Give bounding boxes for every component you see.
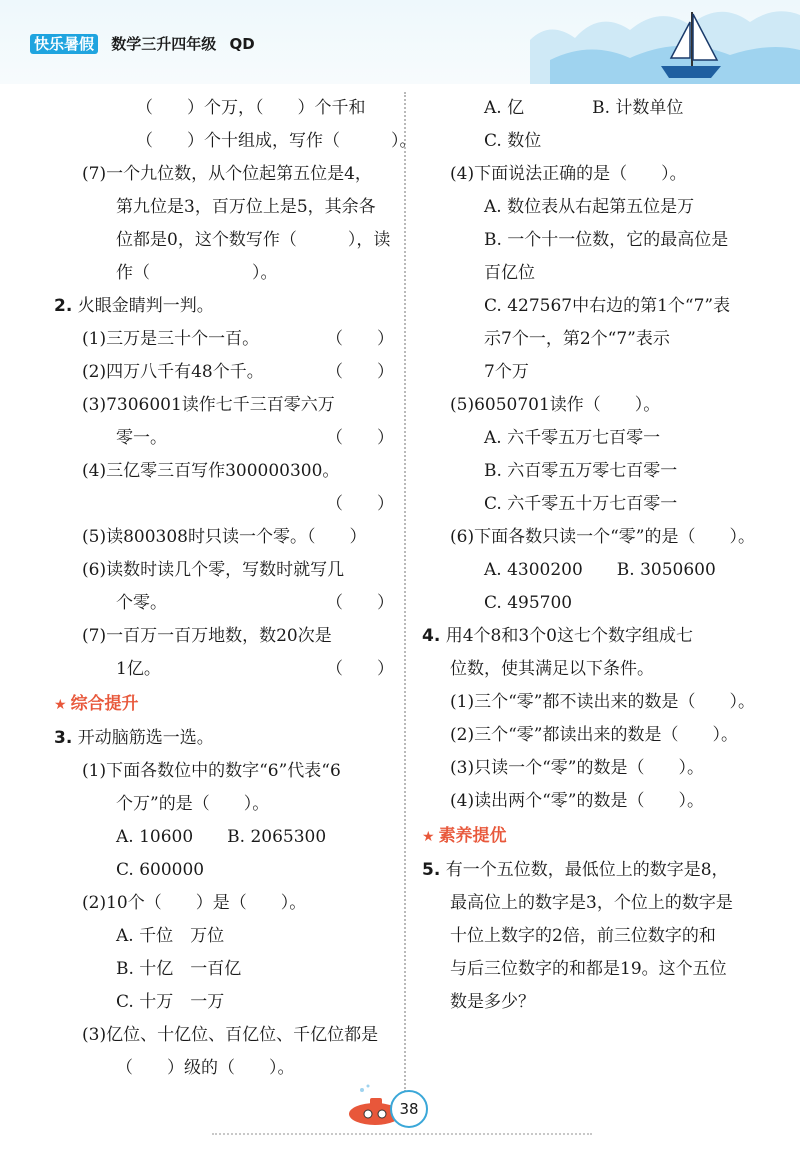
question-number: 3. bbox=[54, 728, 73, 748]
choice-options: B. 十亿 一百亿 bbox=[116, 959, 242, 979]
question-title: 火眼金睛判一判。 bbox=[77, 296, 214, 316]
question-number: 4. bbox=[422, 626, 441, 646]
choice-stem: (1)下面各数位中的数字“6”代表“6 bbox=[82, 761, 341, 781]
choice-stem: (5)6050701读作（ ）。 bbox=[450, 395, 661, 415]
choice-options: C. 427567中右边的第1个“7”表 bbox=[484, 296, 731, 316]
answer-bracket[interactable]: （ ） bbox=[326, 659, 394, 679]
question-line: 位数，使其满足以下条件。 bbox=[450, 659, 654, 679]
choice-options: A. 千位 万位 bbox=[116, 926, 225, 946]
judge-text: 零一。 bbox=[116, 428, 167, 448]
question-title: 开动脑筋选一选。 bbox=[77, 728, 214, 748]
course-title: 数学三升四年级 bbox=[111, 35, 217, 53]
question-line: 数是多少？ bbox=[450, 992, 535, 1012]
section-heading bbox=[54, 686, 400, 722]
fill-item: (2)三个“零”都读出来的数是（ ）。 bbox=[450, 725, 738, 745]
judge-item bbox=[54, 653, 400, 686]
choice-options: A. 4300200 B. 3050600 bbox=[484, 560, 716, 580]
brand-badge: 快乐暑假 bbox=[30, 34, 98, 54]
judge-item: (5)读800308时只读一个零。（ ） bbox=[82, 527, 367, 547]
star-icon: ★ bbox=[422, 829, 435, 845]
choice-options: 7个万 bbox=[484, 362, 529, 382]
section-title: 素养提优 bbox=[438, 826, 507, 846]
question-line: 位都是0，这个数写作（ ），读 bbox=[116, 230, 391, 250]
choice-options: 百亿位 bbox=[484, 263, 535, 283]
choice-options: 示7个一，第2个“7”表示 bbox=[484, 329, 670, 349]
judge-text: (2)四万八千有48个千。 bbox=[82, 362, 264, 382]
sailboat-icon bbox=[655, 8, 725, 84]
choice-options: C. 十万 一万 bbox=[116, 992, 225, 1012]
judge-text: 1亿。 bbox=[116, 659, 161, 679]
choice-options: C. 495700 bbox=[484, 593, 573, 613]
header-label bbox=[30, 33, 255, 54]
question-line: （ ）个十组成，写作（ ）。 bbox=[136, 131, 417, 151]
choice-stem: (3)亿位、十亿位、百亿位、千亿位都是 bbox=[82, 1025, 379, 1045]
choice-options: B. 六百零五万零七百零一 bbox=[484, 461, 678, 481]
question-4-heading bbox=[422, 620, 768, 653]
judge-item bbox=[54, 587, 400, 620]
choice-options: C. 600000 bbox=[116, 860, 205, 880]
answer-bracket[interactable]: （ ） bbox=[326, 593, 394, 613]
choice-options: A. 10600 B. 2065300 bbox=[116, 827, 327, 847]
edition-label: QD bbox=[229, 35, 255, 53]
left-column bbox=[54, 92, 417, 1085]
section-title: 综合提升 bbox=[70, 694, 139, 714]
answer-bracket[interactable]: （ ） bbox=[326, 428, 394, 448]
answer-bracket[interactable]: （ ） bbox=[326, 329, 394, 349]
question-line: (7)一个九位数，从个位起第五位是4， bbox=[82, 164, 372, 184]
choice-options: A. 六千零五万七百零一 bbox=[484, 428, 661, 448]
judge-item bbox=[54, 488, 400, 521]
footer-divider bbox=[212, 1133, 592, 1135]
choice-options: B. 一个十一位数，它的最高位是 bbox=[484, 230, 729, 250]
judge-text: (1)三万是三十个一百。 bbox=[82, 329, 260, 349]
right-column bbox=[422, 92, 768, 1019]
question-title: 用4个8和3个0这七个数字组成七 bbox=[445, 626, 693, 646]
choice-stem: (2)10个（ ）是（ ）。 bbox=[82, 893, 307, 913]
judge-item: (6)读数时读几个零，写数时就写几 bbox=[82, 560, 345, 580]
choice-options: A. 数位表从右起第五位是万 bbox=[484, 197, 695, 217]
question-3-heading bbox=[54, 722, 400, 755]
judge-item bbox=[54, 422, 400, 455]
page-number: 38 bbox=[390, 1090, 428, 1128]
answer-bracket[interactable]: （ ） bbox=[326, 494, 394, 514]
question-line: 作（ ）。 bbox=[116, 263, 278, 283]
judge-item: (7)一百万一百万地数，数20次是 bbox=[82, 626, 332, 646]
choice-stem: 个万”的是（ ）。 bbox=[116, 794, 270, 814]
choice-options: C. 数位 bbox=[484, 131, 542, 151]
page-header bbox=[0, 0, 800, 84]
choice-options: A. 亿 B. 计数单位 bbox=[484, 98, 684, 118]
question-line: 最高位上的数字是3，个位上的数字是 bbox=[450, 893, 733, 913]
question-number: 5. bbox=[422, 860, 441, 880]
question-title: 有一个五位数，最低位上的数字是8， bbox=[445, 860, 729, 880]
question-2-heading bbox=[54, 290, 400, 323]
question-line: 与后三位数字的和都是19。这个五位 bbox=[450, 959, 727, 979]
judge-item: (3)7306001读作七千三百零六万 bbox=[82, 395, 335, 415]
fill-item: (1)三个“零”都不读出来的数是（ ）。 bbox=[450, 692, 755, 712]
question-line: 第九位是3，百万位上是5，其余各 bbox=[116, 197, 376, 217]
judge-item bbox=[54, 356, 400, 389]
fill-item: (4)读出两个“零”的数是（ ）。 bbox=[450, 791, 704, 811]
answer-bracket[interactable]: （ ） bbox=[326, 362, 394, 382]
choice-stem: （ ）级的（ ）。 bbox=[116, 1058, 295, 1078]
choice-stem: (6)下面各数只读一个“零”的是（ ）。 bbox=[450, 527, 755, 547]
choice-stem: (4)下面说法正确的是（ ）。 bbox=[450, 164, 687, 184]
question-line: （ ）个万，（ ）个千和 bbox=[136, 98, 366, 118]
question-5-heading bbox=[422, 854, 768, 887]
star-icon: ★ bbox=[54, 697, 67, 713]
judge-text: 个零。 bbox=[116, 593, 167, 613]
question-line: 十位上数字的2倍，前三位数字的和 bbox=[450, 926, 716, 946]
fill-item: (3)只读一个“零”的数是（ ）。 bbox=[450, 758, 704, 778]
choice-options: C. 六千零五十万七百零一 bbox=[484, 494, 678, 514]
question-number: 2. bbox=[54, 296, 73, 316]
judge-item bbox=[54, 323, 400, 356]
judge-item: (4)三亿零三百写作300000300。 bbox=[82, 461, 340, 481]
section-heading bbox=[422, 818, 768, 854]
column-divider bbox=[404, 92, 406, 1092]
